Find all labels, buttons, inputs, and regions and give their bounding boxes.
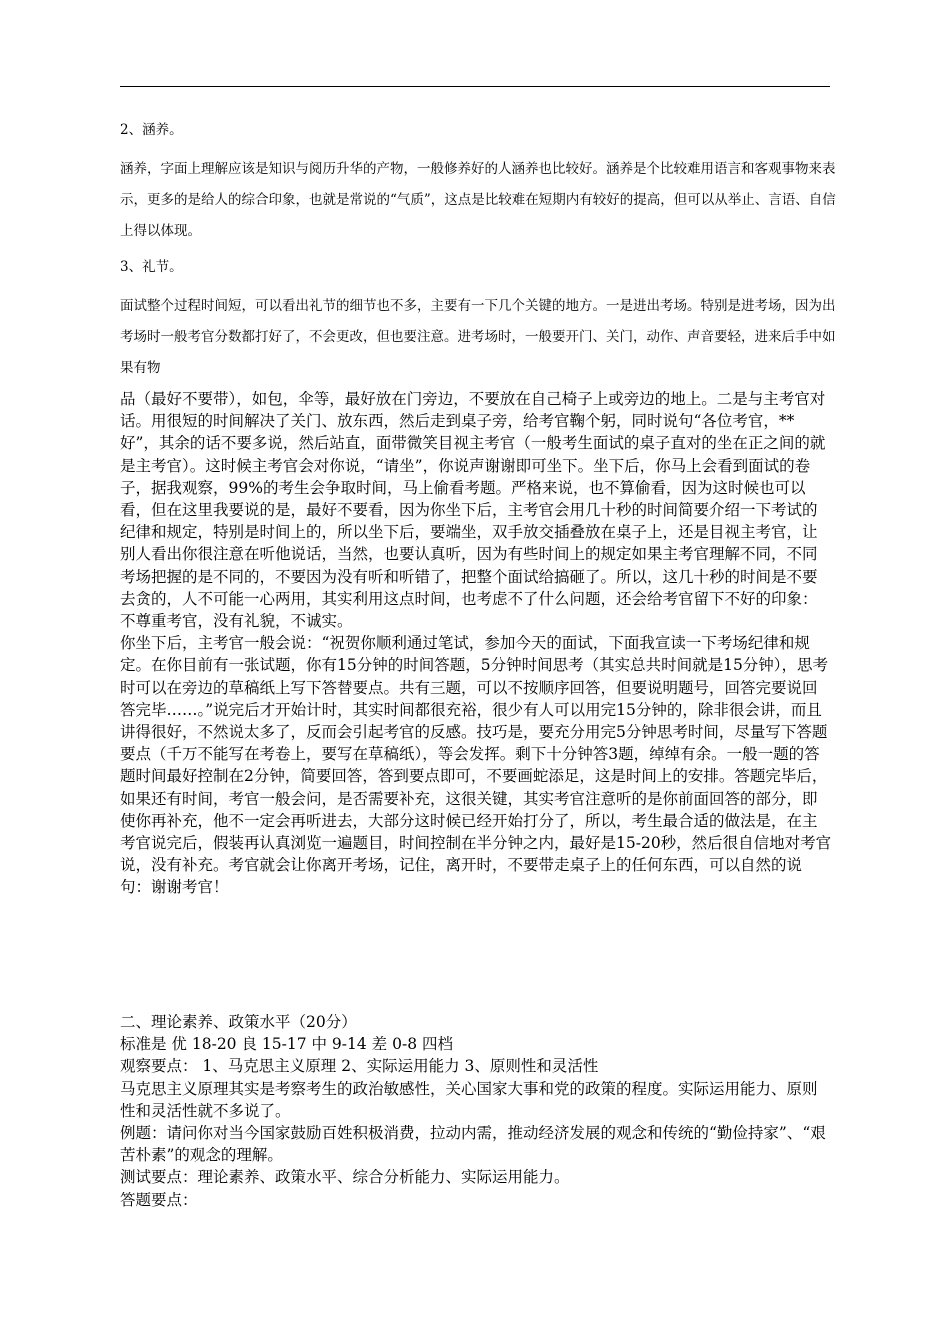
paragraph-enter-room: 品（最好不要带），如包，伞等，最好放在门旁边，不要放在自己椅子上或旁边的地上。二是与主考官对话。用很短的时间解决了关门、放东西，然后走到桌子旁，给考官鞠个躬，同时说句“各位考官，**好”，其余的话不要多说，然后站直，面带微笑目视主考官（一般考生面试的桌子直对的坐在正之间的就是主考官）。这时候主考官会对你说，“请坐”，你说声谢谢即可坐下。坐下后，你马上会看到面试的卷子，据我观察，99%的考生会争取时间，马上偷看考题。严格来说，也不算偷看，因为这时候也可以看，但在这里我要说的是，最好不要看，因为你坐下后，主考官会用几十秒的时间简要介绍一下考试的纪律和规定，特别是时间上的，所以坐下后，要端坐，双手放交插叠放在桌子上，还是目视主考官，让别人看出你很注意在听他说话，当然，也要认真听，因为有些时间上的规定如果主考官理解不同，不同考场把握的是不同的，不要因为没有听和听错了，把整个面试给搞砸了。所以，这几十秒的时间是不要去贪的，人不可能一心两用，其实利用这点时间，也考虑不了什么问题，还会给考官留下不好的印象：不尊重考官，没有礼貌，不诚实。	[120, 390, 826, 631]
observation-points: 观察要点： 1、马克思主义原理 2、实际运用能力 3、原则性和灵活性	[120, 1057, 599, 1076]
explanation: 马克思主义原理其实是考察考生的政治敏感性，关心国家大事和党的政策的程度。实际运用能力、原则性和灵活性就不多说了。	[120, 1079, 818, 1120]
section-theory	[120, 1011, 832, 1211]
paragraph-answer-time: 你坐下后，主考官一般会说：“祝贺你顺利通过笔试，参加今天的面试，下面我宣读一下考场纪律和规定。在你目前有一张试题，你有15分钟的时间答题，5分钟时间思考（其实总共时间就是15分钟），思考时可以在旁边的草稿纸上写下答替要点。共有三题，可以不按顺序回答，但要说明题号，回答完要说回答完毕……。”说完后才开始计时，其实时间都很充裕，很少有人可以用完15分钟的，除非很会讲，而且讲得很好，不然说太多了，反而会引起考官的反感。技巧是，要充分用完5分钟思考时间，尽量写下答题要点（千万不能写在考卷上，要写在草稿纸），等会发挥。剩下十分钟答3题，绰绰有余。一般一题的答题时间最好控制在2分钟，简要回答，答到要点即可，不要画蛇添足，这是时间上的安排。答题完毕后，如果还有时间，考官一般会问，是否需要补充，这很关键，其实考官注意听的是你前面回答的部分，即使你再补充，他不一定会再听进去，大部分这时候已经开始打分了，所以，考生最合适的做法是，在主考官说完后，假装再认真浏览一遍题目，时间控制在半分钟之内，最好是15-20秒，然后很自信地对考官说，没有补充。考官就会让你离开考场，记住，离开时，不要带走桌子上的任何东西，可以自然的说句：谢谢考官！	[120, 634, 832, 897]
answer-points: 答题要点：	[120, 1190, 198, 1209]
test-points: 测试要点：理论素养、政策水平、综合分析能力、实际运用能力。	[120, 1168, 570, 1187]
heading-theory: 二、理论素养、政策水平（20分）	[120, 1013, 357, 1031]
paragraph-etiquette: 面试整个过程时间短，可以看出礼节的细节也不多，主要有一下几个关键的地方。一是进出考场。特别是进考场，因为出考场时一般考官分数都打好了，不会更改，但也要注意。进考场时，一般要开门、关门，动作、声音要轻，进来后手中如果有物	[120, 298, 836, 376]
heading-cultivation: 2、涵养。	[120, 122, 183, 138]
section-courtesy	[120, 118, 836, 392]
example-question: 例题：请问你对当今国家鼓励百姓积极消费，拉动内需，推动经济发展的观念和传统的“勤俭持家”、“艰苦朴素”的观念的理解。	[120, 1124, 826, 1165]
header-rule	[120, 86, 830, 87]
section-continuation	[120, 388, 832, 899]
paragraph-cultivation: 涵养，字面上理解应该是知识与阅历升华的产物，一般修养好的人涵养也比较好。涵养是个比较难用语言和客观事物来表示，更多的是给人的综合印象，也就是常说的“气质”，这点是比较难在短期内有较好的提高，但可以从举止、言语、自信上得以体现。	[120, 161, 836, 239]
scoring-standard: 标准是 优 18-20 良 15-17 中 9-14 差 0-8 四档	[120, 1035, 453, 1054]
heading-etiquette: 3、礼节。	[120, 259, 183, 275]
